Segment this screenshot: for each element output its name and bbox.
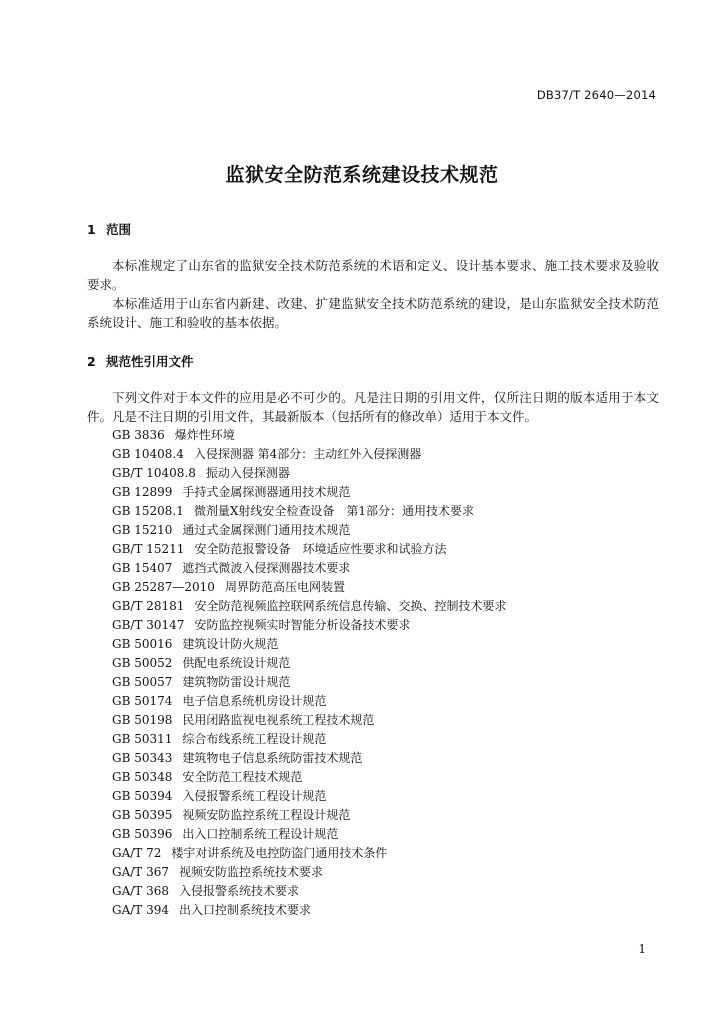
reference-item [112, 711, 506, 730]
reference-code: GB 10408.4 [112, 447, 184, 461]
reference-title: 视频安防监控系统技术要求 [179, 865, 324, 879]
reference-item [112, 635, 506, 654]
reference-code: GB 50174 [112, 694, 173, 708]
reference-title: 安全防范工程技术规范 [182, 770, 303, 784]
reference-item [112, 692, 506, 711]
reference-title: 安全防范报警设备 环境适应性要求和试验方法 [194, 542, 447, 556]
reference-code: GA/T 367 [112, 865, 170, 879]
reference-code: GA/T 72 [112, 846, 162, 860]
reference-title: 建筑物电子信息系统防雷技术规范 [182, 751, 363, 765]
reference-item [112, 825, 506, 844]
reference-item [112, 616, 506, 635]
reference-item [112, 483, 506, 502]
reference-title: 出入口控制系统工程设计规范 [182, 827, 339, 841]
reference-item [112, 863, 506, 882]
reference-code: GB 50394 [112, 789, 173, 803]
reference-code: GB 50396 [112, 827, 173, 841]
reference-item [112, 844, 506, 863]
reference-item [112, 540, 506, 559]
reference-item [112, 559, 506, 578]
reference-item [112, 521, 506, 540]
reference-code: GB 50395 [112, 808, 173, 822]
normative-reference-list [112, 426, 506, 920]
standard-code: DB37/T 2640—2014 [536, 88, 656, 102]
reference-code: GB 25287—2010 [112, 580, 215, 594]
reference-code: GA/T 394 [112, 903, 170, 917]
reference-title: 建筑设计防火规范 [182, 637, 279, 651]
reference-title: 综合布线系统工程设计规范 [182, 732, 327, 746]
reference-title: 爆炸性环境 [174, 428, 235, 442]
section-1-paragraph-2: 本标准适用于山东省内新建、改建、扩建监狱安全技术防范系统的建设，是山东监狱安全技术防范系统设计、施工和验收的基本依据。 [87, 296, 659, 330]
reference-title: 入侵报警系统技术要求 [179, 884, 300, 898]
reference-title: 遮挡式微波入侵探测器技术要求 [182, 561, 351, 575]
reference-title: 出入口控制系统技术要求 [179, 903, 312, 917]
reference-title: 电子信息系统机房设计规范 [182, 694, 327, 708]
reference-item [112, 578, 506, 597]
reference-title: 民用闭路监视电视系统工程技术规范 [182, 713, 375, 727]
reference-item [112, 749, 506, 768]
section-1-paragraph-1: 本标准规定了山东省的监狱安全技术防范系统的术语和定义、设计基本要求、施工技术要求及验收要求。 [87, 258, 659, 292]
reference-code: GB 15210 [112, 523, 173, 537]
reference-item [112, 597, 506, 616]
reference-code: GB/T 30147 [112, 618, 185, 632]
reference-title: 供配电系统设计规范 [182, 656, 291, 670]
reference-code: GB 12899 [112, 485, 173, 499]
reference-item [112, 730, 506, 749]
reference-title: 楼宇对讲系统及电控防盗门通用技术条件 [171, 846, 388, 860]
reference-code: GA/T 368 [112, 884, 170, 898]
reference-item [112, 768, 506, 787]
reference-item [112, 901, 506, 920]
reference-item [112, 445, 506, 464]
reference-title: 振动入侵探测器 [205, 466, 290, 480]
reference-code: GB 50343 [112, 751, 173, 765]
reference-code: GB 50016 [112, 637, 173, 651]
reference-code: GB/T 28181 [112, 599, 185, 613]
reference-title: 通过式金属探测门通用技术规范 [182, 523, 351, 537]
reference-item [112, 882, 506, 901]
section-title: 规范性引用文件 [106, 354, 194, 369]
reference-code: GB/T 15211 [112, 542, 185, 556]
reference-title: 微剂量X射线安全检查设备 第1部分：通用技术要求 [193, 504, 475, 518]
reference-title: 入侵报警系统工程设计规范 [182, 789, 327, 803]
section-number: 2 [87, 354, 96, 369]
reference-item [112, 464, 506, 483]
reference-code: GB 15208.1 [112, 504, 184, 518]
reference-code: GB 50348 [112, 770, 173, 784]
reference-title: 周界防范高压电网装置 [224, 580, 345, 594]
reference-code: GB 50057 [112, 675, 173, 689]
section-title: 范围 [106, 222, 132, 237]
section-2-paragraph-1: 下列文件对于本文件的应用是必不可少的。凡是注日期的引用文件，仅所注日期的版本适用于本文件。凡是不注日期的引用文件，其最新版本（包括所有的修改单）适用于本文件。 [87, 390, 659, 424]
reference-item [112, 806, 506, 825]
reference-title: 手持式金属探测器通用技术规范 [182, 485, 351, 499]
reference-code: GB 15407 [112, 561, 173, 575]
page-number: 1 [638, 942, 646, 956]
reference-item [112, 787, 506, 806]
section-1-heading [87, 220, 131, 238]
reference-item [112, 654, 506, 673]
reference-item [112, 673, 506, 692]
reference-code: GB/T 10408.8 [112, 466, 196, 480]
reference-title: 安全防范视频监控联网系统信息传输、交换、控制技术要求 [194, 599, 507, 613]
reference-code: GB 3836 [112, 428, 165, 442]
reference-code: GB 50311 [112, 732, 173, 746]
document-title: 监狱安全防范系统建设技术规范 [225, 164, 499, 186]
reference-item [112, 426, 506, 445]
reference-title: 安防监控视频实时智能分析设备技术要求 [194, 618, 411, 632]
section-2-heading [87, 352, 194, 370]
reference-title: 视频安防监控系统工程设计规范 [182, 808, 351, 822]
section-number: 1 [87, 222, 96, 237]
reference-title: 入侵探测器 第4部分：主动红外入侵探测器 [193, 447, 422, 461]
reference-code: GB 50198 [112, 713, 173, 727]
reference-code: GB 50052 [112, 656, 173, 670]
reference-item [112, 502, 506, 521]
reference-title: 建筑物防雷设计规范 [182, 675, 291, 689]
